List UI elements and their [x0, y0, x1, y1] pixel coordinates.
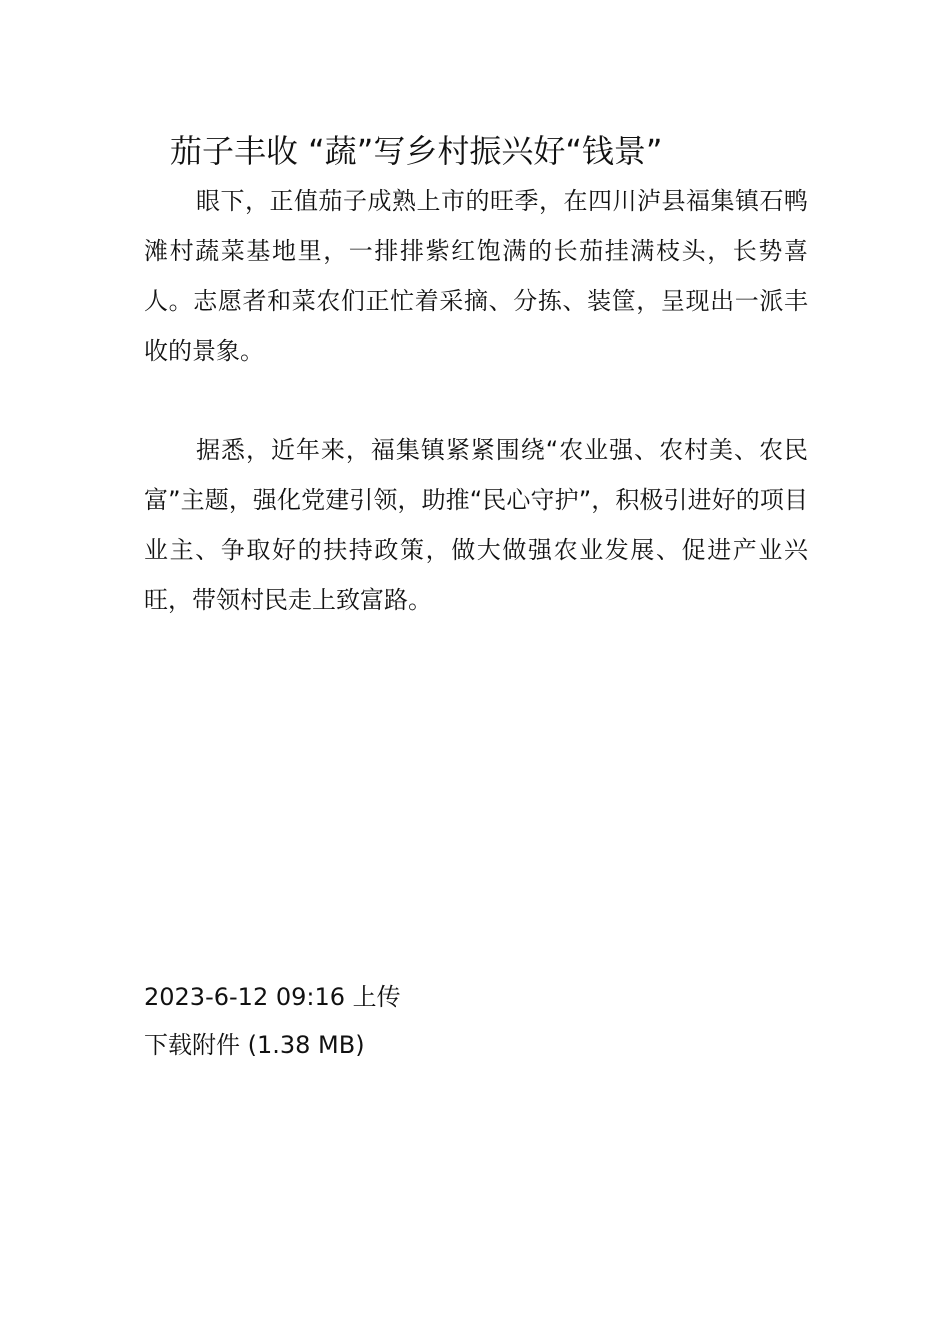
article-paragraph: 眼下，正值茄子成熟上市的旺季，在四川泸县福集镇石鸭滩村蔬菜基地里，一排排紫红饱满的长茄挂满枝头，长势喜人。志愿者和菜农们正忙着采摘、分拣、装筐，呈现出一派丰收的景象。: [144, 187, 808, 365]
download-attachment-link[interactable]: 下载附件 (1.38 MB): [144, 1031, 365, 1059]
upload-timestamp: 2023-6-12 09:16 上传: [144, 983, 401, 1011]
article-title: 茄子丰收 “蔬”写乡村振兴好“钱景”: [170, 132, 663, 170]
article-paragraph: 据悉，近年来，福集镇紧紧围绕“农业强、农村美、农民富”主题，强化党建引领，助推“民心守护”，积极引进好的项目业主、争取好的扶持政策，做大做强农业发展、促进产业兴旺，带领村民走上致富路。: [144, 436, 808, 614]
